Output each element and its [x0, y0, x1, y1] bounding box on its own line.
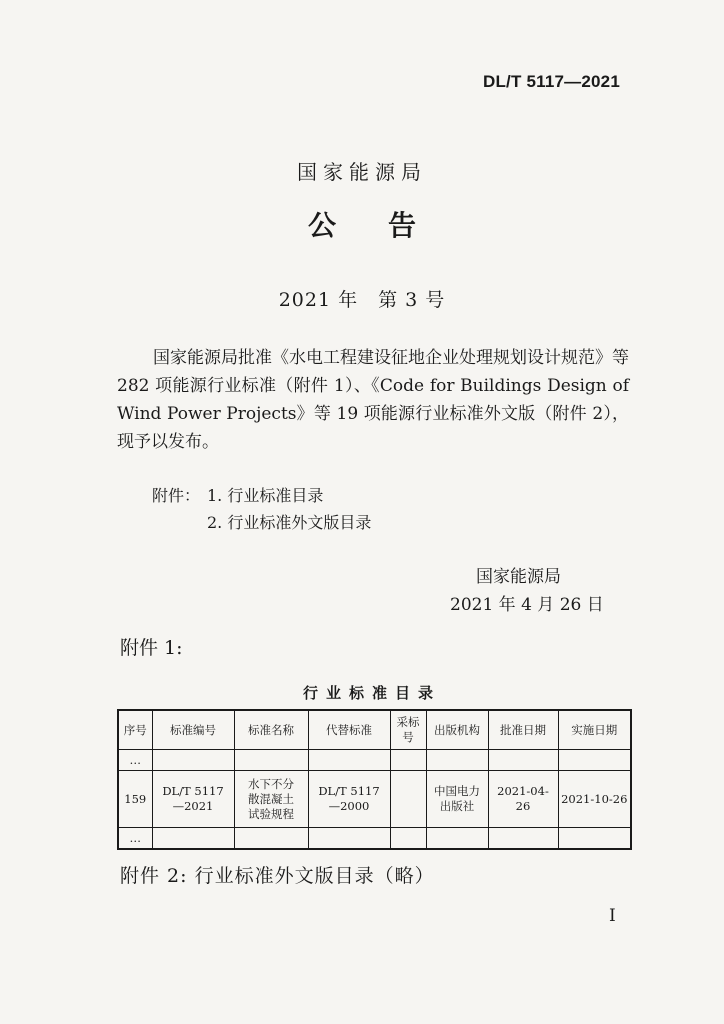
page-number: I: [609, 906, 616, 926]
ellipsis-cell: …: [118, 828, 152, 850]
notice-number: 2021 年 第 3 号: [278, 289, 446, 311]
cell-approved: 2021-04-26: [488, 771, 558, 828]
table-header-row: [118, 710, 631, 750]
attachment-item: 2. 行业标准外文版目录: [207, 513, 372, 532]
notice-title: 公告: [307, 209, 468, 242]
col-header: 出版机构: [426, 710, 488, 750]
table-row-ellipsis: [118, 828, 631, 850]
cell-adopted: [390, 771, 426, 828]
signature-org: 国家能源局: [476, 567, 561, 587]
notice-body: 国家能源局批准《水电工程建设征地企业处理规划设计规范》等 282 项能源行业标准（附件 1）、《Code for Buildings Design of Wind Power Projects》等 19 项能源行业标准外文版（附件 2），现予以发布。: [117, 348, 629, 452]
col-header: 批准日期: [488, 710, 558, 750]
col-header: 标准名称: [234, 710, 308, 750]
attachments-label: 附件：: [152, 486, 201, 505]
table-title: 行业标准目录: [302, 684, 441, 702]
col-header: 序号: [118, 710, 152, 750]
cell-replaces: DL/T 5117—2000: [308, 771, 390, 828]
ellipsis-cell: …: [118, 750, 152, 771]
attachment-item: 1. 行业标准目录: [207, 486, 324, 505]
standards-table: [117, 709, 632, 850]
table-row-ellipsis: [118, 750, 631, 771]
issuer-name: 国家能源局: [297, 160, 427, 184]
col-header: 标准编号: [152, 710, 234, 750]
signature-date: 2021 年 4 月 26 日: [450, 595, 604, 615]
col-header: 实施日期: [558, 710, 631, 750]
standard-code: DL/T 5117—2021: [483, 72, 620, 91]
col-header: 采标号: [390, 710, 426, 750]
cell-publisher: 中国电力出版社: [426, 771, 488, 828]
cell-no: 159: [118, 771, 152, 828]
cell-effective: 2021-10-26: [558, 771, 631, 828]
appendix1-heading: 附件 1:: [120, 637, 183, 659]
table-row: [118, 771, 631, 828]
appendix2-heading: 附件 2: 行业标准外文版目录（略）: [120, 865, 435, 887]
col-header: 代替标准: [308, 710, 390, 750]
cell-name: 水下不分散混凝土试验规程: [234, 771, 308, 828]
cell-code: DL/T 5117—2021: [152, 771, 234, 828]
